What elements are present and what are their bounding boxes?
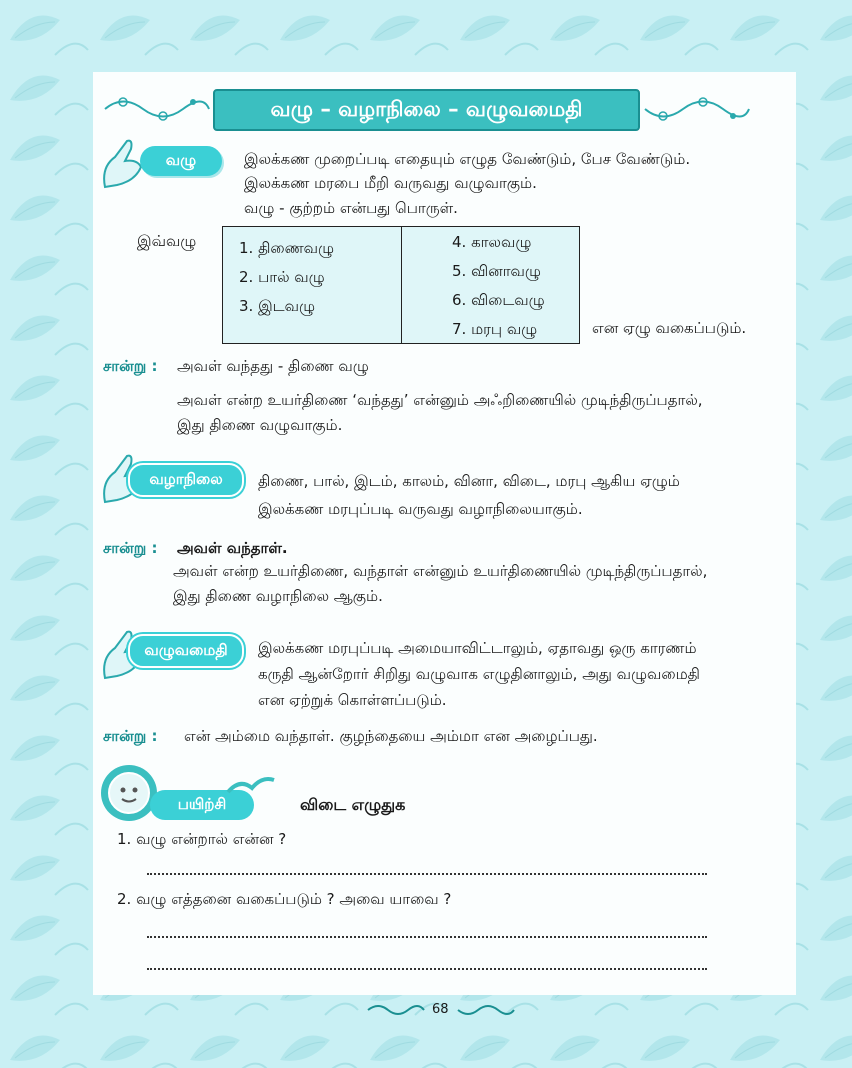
type-item: 2. பால் வழு [239,268,325,286]
sun-face-icon [99,763,159,823]
vazhu-line-2: இலக்கண மரபை மீறி வருவது வழுவாகும். [244,174,537,192]
example-text: அவள் வந்தது - திணை வழு [177,357,369,375]
exercise-heading: விடை எழுதுக [300,795,406,814]
types-table [222,226,580,344]
example-text: என் அம்மை வந்தாள். குழந்தையை அம்மா என அழைப்பது. [184,727,598,745]
vazhuvamaithi-line-3: என ஏற்றுக் கொள்ளப்படும். [258,691,447,709]
type-item: 4. காலவழு [452,233,532,251]
question-2: 2. வழு எத்தனை வகைப்படும் ? அவை யாவை ? [117,890,452,908]
vazhu-line-1: இலக்கண முறைப்படி எதையும் எழுத வேண்டும், பேச வேண்டும். [244,150,691,168]
footer-ornament-left [366,1002,426,1018]
answer-line[interactable] [147,873,707,875]
table-divider [401,227,402,343]
explain-line-1: அவள் என்ற உயர்திணை, வந்தாள் என்னும் உயர்திணையில் முடிந்திருப்பதால், [173,562,708,580]
right-ornament [643,92,751,126]
vazhuvamaithi-line-1: இலக்கண மரபுப்படி அமையாவிட்டாலும், ஏதாவது ஒரு காரணம் [258,639,697,657]
explain-line-2: இது திணை வழாநிலை ஆகும். [173,587,383,605]
type-item: 3. இடவழு [239,297,315,315]
page-number: 68 [432,1002,449,1017]
example-label: சான்று : [103,357,158,375]
types-suffix: என ஏழு வகைப்படும். [592,319,747,337]
left-ornament [103,92,211,126]
type-item: 6. விடைவழு [452,291,545,309]
example-label: சான்று : [103,539,158,557]
vazhanilai-line-1: திணை, பால், இடம், காலம், வினா, விடை, மரபு ஆகிய ஏழும் [258,472,680,490]
section-label-vazhu: வழு [140,146,222,176]
bird-icon [226,772,276,796]
vazhuvamaithi-line-2: கருதி ஆன்றோர் சிறிது வழுவாக எழுதினாலும், அது வழுவமைதி [258,665,700,683]
section-label-vazhuvamaithi: வழுவமைதி [128,634,244,668]
example-label: சான்று : [103,727,158,745]
types-intro: இவ்வழு [137,232,197,250]
vazhu-line-3: வழு - குற்றம் என்பது பொருள். [244,199,458,217]
page-title: வழு – வழாநிலை – வழுவமைதி [213,89,640,131]
section-label-vazhanilai: வழாநிலை [128,463,244,497]
type-item: 7. மரபு வழு [452,320,538,338]
exercise-label: பயிற்சி [150,790,254,820]
question-1: 1. வழு என்றால் என்ன ? [117,830,287,848]
explain-line-1: அவள் என்ற உயர்திணை ‘வந்தது’ என்னும் அஃறிணையில் முடிந்திருப்பதால், [177,391,703,409]
explain-line-2: இது திணை வழுவாகும். [177,416,343,434]
type-item: 5. வினாவழு [452,262,541,280]
answer-line[interactable] [147,968,707,970]
footer-ornament-right [456,1002,516,1018]
vazhanilai-line-2: இலக்கண மரபுப்படி வருவது வழாநிலையாகும். [258,500,583,518]
type-item: 1. திணைவழு [239,239,335,257]
answer-line[interactable] [147,936,707,938]
example-text: அவள் வந்தாள். [177,539,288,557]
